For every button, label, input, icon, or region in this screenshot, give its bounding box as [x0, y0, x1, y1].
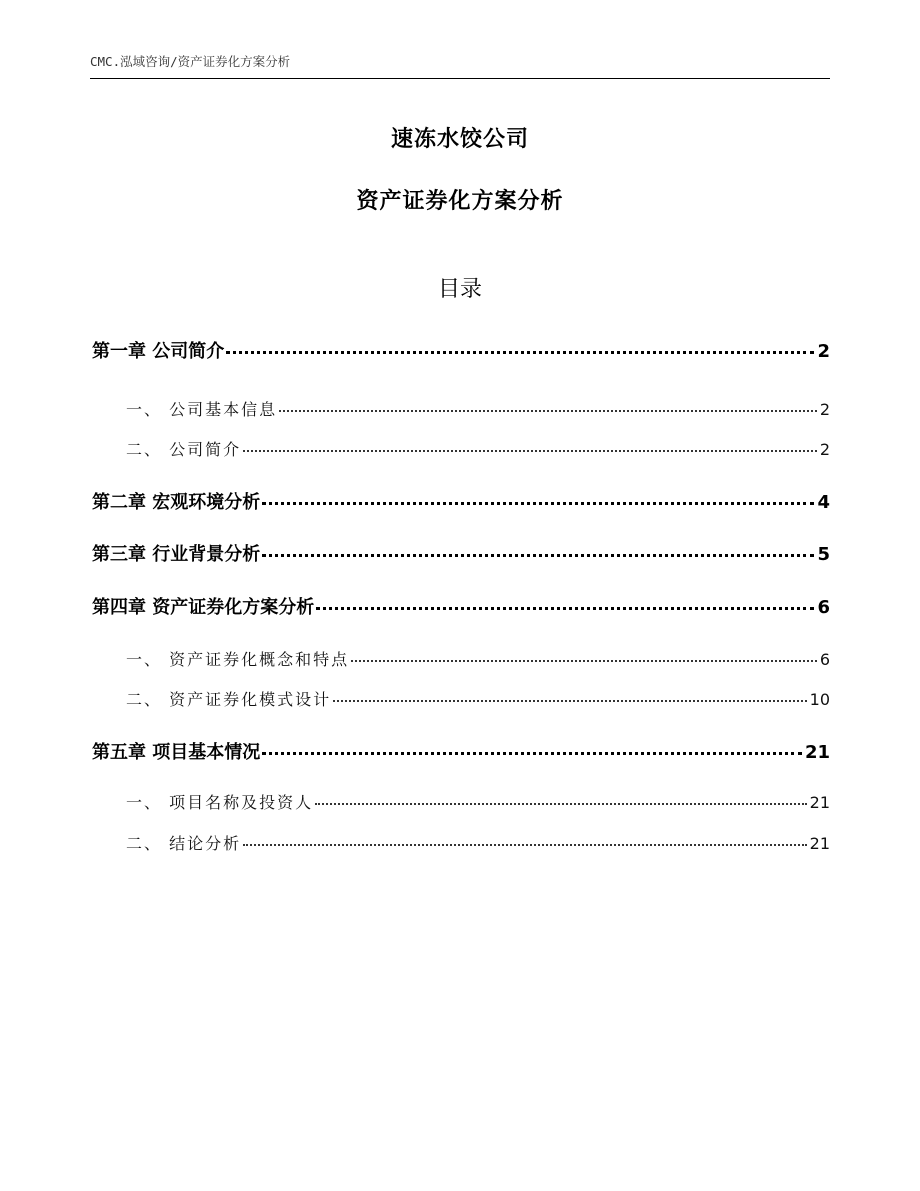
toc-entry-label: 二、 公司简介 [126, 440, 242, 459]
toc-entry-label: 一、 公司基本信息 [126, 400, 278, 419]
toc-entry-chapter-1[interactable] [92, 337, 830, 363]
toc-entry-section-4-1[interactable] [126, 647, 830, 670]
dot-leader [243, 844, 807, 846]
toc-entry-section-5-2[interactable] [126, 831, 830, 854]
dot-leader [351, 660, 817, 662]
document-title: 资产证券化方案分析 [356, 189, 564, 214]
toc-entry-label: 一、 项目名称及投资人 [126, 793, 314, 812]
toc-entry-page: 10 [809, 690, 830, 709]
toc-entry-label: 二、 结论分析 [126, 834, 242, 853]
toc-entry-label: 第五章 项目基本情况 [92, 742, 261, 763]
toc-entry-page: 21 [809, 834, 830, 853]
toc-entry-chapter-2[interactable] [92, 488, 830, 514]
toc-entry-section-5-1[interactable] [126, 790, 830, 813]
toc-entry-section-4-2[interactable] [126, 687, 830, 710]
dot-leader [279, 410, 817, 412]
toc-entry-label: 一、 资产证券化概念和特点 [126, 650, 350, 669]
toc-entry-page: 4 [817, 492, 830, 513]
toc-entry-chapter-3[interactable] [92, 540, 830, 566]
toc-entry-page: 21 [804, 742, 830, 763]
toc-entry-chapter-5[interactable] [92, 738, 830, 764]
toc-entry-label: 第四章 资产证券化方案分析 [92, 597, 315, 618]
dot-leader [243, 450, 817, 452]
toc-entry-label: 二、 资产证券化模式设计 [126, 690, 332, 709]
page-header: CMC.泓域咨询/资产证券化方案分析 [90, 52, 830, 79]
toc-entry-page: 2 [819, 440, 830, 459]
toc-entry-section-1-1[interactable] [126, 397, 830, 420]
toc-entry-label: 第一章 公司简介 [92, 341, 225, 362]
toc-entry-page: 6 [819, 650, 830, 669]
dot-leader [262, 502, 814, 505]
toc-entry-section-1-2[interactable] [126, 437, 830, 460]
toc-entry-page: 21 [809, 793, 830, 812]
toc-entry-chapter-4[interactable] [92, 593, 830, 619]
toc-entry-label: 第二章 宏观环境分析 [92, 492, 261, 513]
toc-entry-page: 2 [817, 341, 830, 362]
dot-leader [333, 700, 807, 702]
dot-leader [226, 351, 814, 354]
toc-entry-page: 6 [817, 597, 830, 618]
toc-heading: 目录 [437, 277, 482, 302]
dot-leader [316, 607, 814, 610]
dot-leader [262, 554, 814, 557]
dot-leader [315, 803, 807, 805]
company-title: 速冻水饺公司 [390, 127, 529, 152]
toc-entry-label: 第三章 行业背景分析 [92, 544, 261, 565]
dot-leader [262, 752, 802, 755]
toc-entry-page: 5 [817, 544, 830, 565]
toc-entry-page: 2 [819, 400, 830, 419]
